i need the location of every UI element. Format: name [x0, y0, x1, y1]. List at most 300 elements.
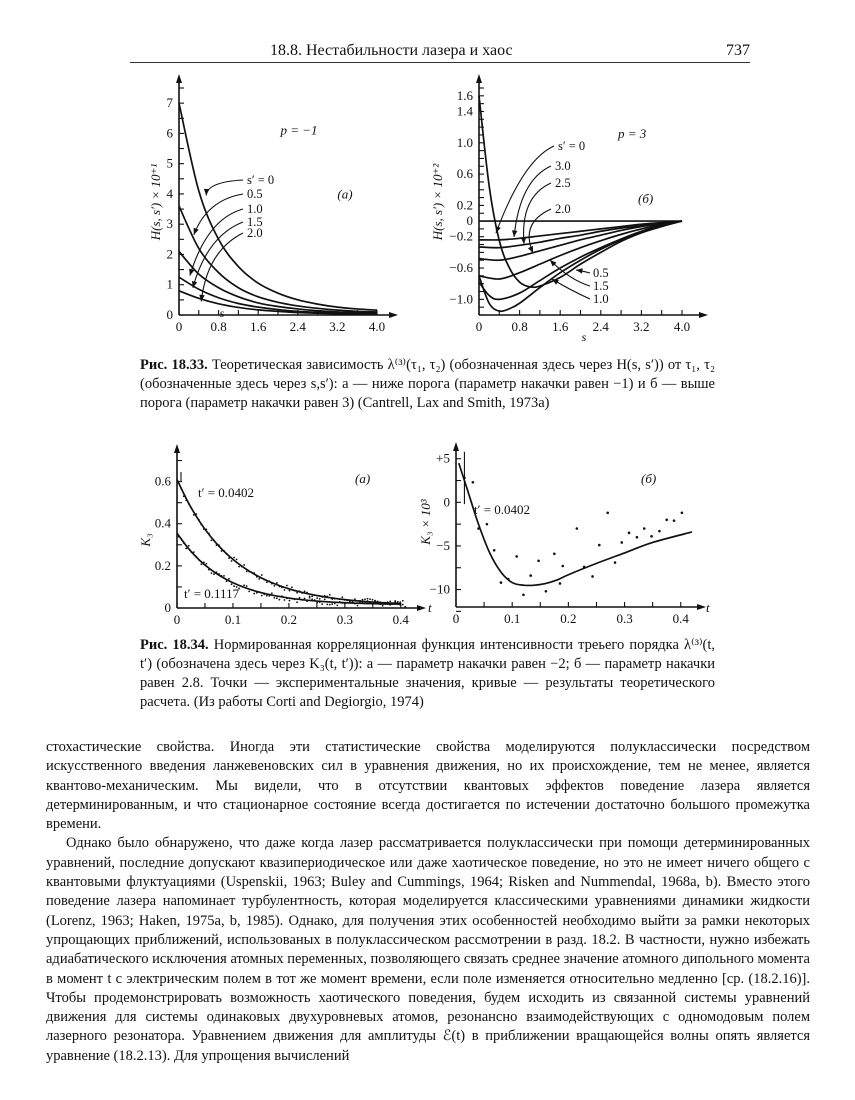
data-point [238, 566, 240, 568]
leader-arrow-head [576, 268, 583, 273]
data-point [319, 598, 321, 600]
data-point [387, 601, 389, 603]
x-tick-label: 3.2 [329, 319, 346, 334]
y-tick-label: 7 [166, 95, 173, 111]
data-point [273, 585, 275, 587]
data-point [636, 536, 639, 539]
data-point [384, 602, 386, 604]
data-point [681, 512, 684, 515]
series-label: 2.0 [555, 202, 571, 216]
data-point [553, 552, 556, 555]
data-point [339, 598, 341, 600]
data-point [344, 603, 346, 605]
data-point [291, 598, 293, 600]
data-point [394, 600, 396, 602]
y-tick-label: 6 [166, 125, 173, 141]
data-point [289, 600, 291, 602]
y-tick-label: 2 [166, 246, 173, 262]
data-point [243, 584, 245, 586]
data-point [243, 564, 245, 566]
data-point [268, 580, 270, 582]
series-label: 1.5 [593, 279, 609, 293]
data-point [354, 603, 356, 605]
data-point [273, 597, 275, 599]
series-label: 1.5 [247, 215, 263, 229]
x-tick-label: 0.3 [616, 611, 633, 626]
data-point [208, 569, 210, 571]
y-tick-label: 0.4 [154, 515, 171, 531]
x-tick-label: 0 [175, 319, 183, 334]
caption-label: Рис. 18.33. [140, 357, 208, 373]
data-point [299, 590, 301, 592]
data-point [334, 598, 336, 600]
data-point [341, 602, 343, 604]
data-point [216, 571, 218, 573]
data-point [379, 603, 381, 605]
data-point [246, 571, 248, 573]
data-point [404, 606, 406, 608]
x-axis-label: s [219, 306, 225, 320]
data-point [241, 566, 243, 568]
data-point [559, 582, 562, 585]
x-tick-label: 0 [173, 612, 181, 627]
leader-arrow-head [204, 189, 209, 196]
leader-arrow [190, 209, 243, 276]
panel-label: (a) [355, 471, 371, 486]
series-label: 3.0 [555, 159, 571, 173]
data-point [628, 532, 631, 535]
data-point [620, 541, 623, 544]
y-axis-arrow [176, 74, 182, 83]
data-point [606, 512, 609, 515]
x-tick-label: 4.0 [368, 319, 386, 334]
y-tick-label: 0 [164, 600, 171, 615]
data-point [256, 592, 258, 594]
data-point [354, 598, 356, 600]
x-tick-label: 0.2 [560, 611, 577, 626]
caption-text: Нормированная корреляционная функция интенсивности треьего порядка λ⁽³⁾(t, t′) (обозначена здесь через K₃(t, t′)): a — параметр накачки равен −2; б — параметр накачки равен 2.8. Точки — экспериментальные значения, кривые — результаты теоретического расчета. (Из работы Corti and Degiorgio, 1974) [140, 637, 716, 710]
data-point [316, 597, 318, 599]
caption-text: Теоретическая зависимость λ⁽³⁾(τ₁, τ₂) (обозначенная здесь через H(s, s′)) от τ₁, τ₂ (обозначенные здесь через s,s′): a — ниже порога (параметр накачки равен −1) и б — выше порога (параметр накачки равен 3) (Cantrell, Lax and Smith, 1973a) [140, 357, 715, 411]
panel-label: (a) [337, 186, 353, 202]
data-point [399, 601, 401, 603]
paragraph: Однако было обнаружено, что даже когда лазер рассматривается полуклассически при помощи детерминированных уравнений, последние допускают квазипериодическое или даже хаотическое поведение, но это не имеет ничего общего с квантовыми флуктуациями (Uspenskii, 1963; Buley and Cummings, 1964; Risken and Nummendal, 1968a, b). Вместо этого поведение лазера напоминает турбулентность, которая моделируется классическими уравнениями динамики жидкости (Lorenz, 1963; Haken, 1975a, b, 1985). Однако, для получения этих особенностей необходимо выйти за рамки некоторых упрощающих приближений, использованых в полуклассическом рассмотрении в разд. 18.2. В частности, нужно избежать адиабатического исключения атомных переменных, позволяющего связать среднее значение атомного дипольного момента в момент t с электрическим полем в тот же момент времени, если поле изменяется относительно медленно [ср. (18.2.16)]. Чтобы продемонстрировать возможность хаотического поведения, будем исходить из связанной системы уравнений движения для системы одинаковых двухуровневых атомов, резонансно взаимодействующих с одномодовым полем лазерного резонатора. Уравнением движения для амплитуды ℰ(t) в приближении вращающейся волны опять является уравнение (18.2.13). Для упрощения вычислений [46, 835, 810, 1064]
data-point [493, 549, 496, 552]
y-tick-label: −5 [436, 537, 450, 553]
data-point [188, 545, 190, 547]
data-point [650, 535, 653, 538]
data-point [326, 595, 328, 597]
y-tick-label: 1.6 [456, 87, 473, 103]
series-label: t′ = 0.1117 [184, 586, 240, 601]
data-point [195, 556, 197, 558]
data-point [341, 596, 343, 598]
leader-arrow-head [512, 230, 517, 237]
x-tick-label: 0 [452, 611, 460, 626]
data-point [321, 603, 323, 605]
data-point [304, 590, 306, 592]
y-tick-label: 0.2 [154, 557, 171, 573]
data-point [402, 604, 404, 606]
data-point [256, 576, 258, 578]
y-axis-label: K₃ [138, 533, 153, 547]
data-point [598, 544, 601, 547]
y-tick-label: 0 [466, 213, 473, 229]
data-point [281, 587, 283, 589]
x-tick-label: 0 [475, 319, 483, 334]
data-point [362, 599, 364, 601]
data-point [339, 601, 341, 603]
data-point [203, 561, 205, 563]
data-point [183, 495, 185, 497]
data-point [486, 523, 489, 526]
y-tick-label: 1 [166, 276, 173, 292]
data-point [324, 598, 326, 600]
series-label: 0.5 [247, 187, 263, 201]
data-point [258, 591, 260, 593]
body-text [46, 738, 810, 1066]
data-point [301, 599, 303, 601]
data-point [251, 571, 253, 573]
data-point [268, 595, 270, 597]
y-tick-label: −0.6 [449, 260, 473, 276]
figure-18-34-caption [140, 636, 715, 712]
panel-label: (б) [641, 471, 657, 486]
data-point [190, 551, 192, 553]
x-tick-label: 2.4 [289, 319, 306, 334]
data-point [329, 604, 331, 606]
data-point [198, 559, 200, 561]
data-point [296, 601, 298, 603]
data-point [263, 579, 265, 581]
data-point [211, 539, 213, 541]
data-point [329, 594, 331, 596]
data-point [362, 601, 364, 603]
caption-label: Рис. 18.34. [140, 637, 209, 653]
data-point [221, 575, 223, 577]
data-point [304, 598, 306, 600]
data-point [183, 542, 185, 544]
data-point [402, 600, 404, 602]
y-axis-label: H(s, s′) × 10⁺² [430, 163, 445, 241]
data-point [289, 590, 291, 592]
y-tick-label: 1.4 [456, 103, 473, 119]
data-point [372, 599, 374, 601]
leader-arrow [201, 233, 243, 301]
y-tick-label: −10 [429, 581, 450, 597]
data-point [228, 578, 230, 580]
data-point [246, 585, 248, 587]
data-point [349, 599, 351, 601]
data-point [263, 593, 265, 595]
data-point [364, 603, 366, 605]
data-point [529, 574, 532, 577]
data-point [665, 518, 668, 521]
data-point [188, 503, 190, 505]
data-point [211, 572, 213, 574]
data-point [382, 603, 384, 605]
data-point [213, 573, 215, 575]
data-point [311, 595, 313, 597]
data-point [614, 561, 617, 564]
data-point [294, 598, 296, 600]
x-tick-label: 0.1 [224, 612, 242, 627]
data-point [205, 528, 207, 530]
data-point [248, 590, 250, 592]
data-point [314, 599, 316, 601]
x-tick-label: 0.8 [210, 319, 227, 334]
x-tick-label: 0.3 [336, 612, 353, 627]
data-point [658, 530, 661, 533]
y-tick-label: 0.6 [154, 473, 171, 489]
data-point [193, 514, 195, 516]
x-tick-label: 2.4 [592, 319, 609, 334]
data-point [231, 583, 233, 585]
data-point [266, 581, 268, 583]
data-point [331, 598, 333, 600]
data-point [291, 586, 293, 588]
y-tick-label: +5 [436, 450, 450, 466]
data-point [258, 578, 260, 580]
data-point [248, 571, 250, 573]
annotation: t′ = 0.0402 [474, 502, 531, 517]
data-point [472, 481, 475, 484]
data-point [205, 563, 207, 565]
data-point [218, 573, 220, 575]
data-point [369, 598, 371, 600]
data-point [326, 604, 328, 606]
data-point [309, 597, 311, 599]
x-tick-label: 0.1 [504, 611, 521, 626]
data-point [178, 536, 180, 538]
data-point [233, 557, 235, 559]
data-point [241, 585, 243, 587]
data-point [251, 589, 253, 591]
data-point [231, 560, 233, 562]
chart-18-33-b [400, 87, 710, 350]
data-point [223, 575, 225, 577]
data-point [286, 585, 288, 587]
data-point [324, 595, 326, 597]
x-tick-label: 1.6 [552, 319, 569, 334]
data-point [276, 597, 278, 599]
data-point [507, 578, 510, 581]
y-axis-label: H(s, s′) × 10⁺¹ [148, 163, 163, 241]
annotation: p = 3 [618, 126, 647, 141]
y-tick-label: −0.2 [449, 228, 473, 244]
data-point [379, 601, 381, 603]
data-point [397, 602, 399, 604]
series-label: 1.0 [247, 202, 263, 216]
data-point [346, 602, 348, 604]
chart-18-34-b [420, 450, 720, 630]
chart-18-33-a [130, 90, 420, 350]
panel-label: (б) [638, 191, 654, 206]
data-point [253, 593, 255, 595]
data-point [306, 600, 308, 602]
data-point [284, 599, 286, 601]
section-title: 18.8. Нестабильности лазера и хаос [270, 42, 513, 59]
y-tick-label: −1.0 [449, 291, 473, 307]
data-point [195, 513, 197, 515]
data-point [301, 592, 303, 594]
data-point [276, 582, 278, 584]
data-point [319, 601, 321, 603]
data-point [583, 566, 586, 569]
data-point [576, 527, 579, 530]
data-point [185, 499, 187, 501]
data-point [331, 603, 333, 605]
data-point [316, 602, 318, 604]
data-point [198, 519, 200, 521]
data-point [296, 592, 298, 594]
x-tick-label: 1.6 [250, 319, 267, 334]
x-axis-label: t [428, 600, 432, 615]
x-tick-label: 0.2 [280, 612, 298, 627]
data-point [392, 603, 394, 605]
data-point [208, 533, 210, 535]
leader-arrow-head [194, 228, 199, 235]
data-point [213, 540, 215, 542]
data-point [334, 603, 336, 605]
data-point [221, 550, 223, 552]
data-point [218, 544, 220, 546]
data-point [522, 593, 525, 596]
y-tick-label: 0.2 [456, 197, 473, 213]
series-label: 0.5 [593, 266, 609, 280]
y-axis-arrow [174, 444, 180, 453]
y-axis-label: K₃ × 10³ [418, 499, 433, 545]
data-point [352, 602, 354, 604]
data-point [185, 548, 187, 550]
series-line [179, 103, 377, 310]
data-point [364, 598, 366, 600]
leader-arrow [206, 180, 243, 195]
data-point [500, 581, 503, 584]
x-tick-label: 0.4 [392, 612, 409, 627]
annotation: p = −1 [280, 122, 318, 138]
y-tick-label: 3 [166, 216, 173, 232]
chart-18-34-a [140, 450, 430, 630]
data-point [286, 597, 288, 599]
data-point [266, 595, 268, 597]
x-axis-arrow [699, 312, 708, 318]
data-point [178, 482, 180, 484]
data-point [236, 558, 238, 560]
data-point [200, 524, 202, 526]
data-point [284, 589, 286, 591]
data-point [216, 544, 218, 546]
data-point [357, 605, 359, 607]
data-point [271, 583, 273, 585]
series-label: s′ = 0 [558, 139, 586, 153]
data-point [281, 595, 283, 597]
series-label: 1.0 [593, 292, 609, 306]
data-point [226, 580, 228, 582]
x-axis-label: t [706, 600, 710, 615]
y-tick-label: 1.0 [456, 134, 473, 150]
y-tick-label: 0 [166, 307, 173, 322]
data-point [344, 599, 346, 601]
data-point [367, 598, 369, 600]
x-axis-label: s [581, 330, 587, 344]
leader-arrow-head [496, 226, 501, 233]
data-point [294, 590, 296, 592]
data-point [200, 563, 202, 565]
series-label: s′ = 0 [247, 173, 275, 187]
data-point [228, 557, 230, 559]
x-tick-label: 4.0 [673, 319, 691, 334]
data-point [278, 599, 280, 601]
data-point [389, 601, 391, 603]
data-point [382, 605, 384, 607]
x-tick-label: 0.4 [672, 611, 689, 626]
data-point [311, 598, 313, 600]
series-line [179, 206, 377, 312]
data-point [477, 527, 480, 530]
data-point [299, 597, 301, 599]
data-point [226, 553, 228, 555]
series-label: 2.5 [555, 176, 571, 190]
data-point [180, 538, 182, 540]
data-point [537, 559, 540, 562]
series-label: 2.0 [247, 226, 263, 240]
data-point [193, 551, 195, 553]
y-axis-arrow [453, 442, 459, 451]
paragraph: стохастические свойства. Иногда эти статистические свойства моделируются полуклассически посредством искусственного введения ланжевеновских сил в уравнения движения, но их происхождение, тем не менее, является квантово-механическим. Мы видели, что в отсутствии квантовых эффектов поведение лазера является детерминированным, и что стационарное состояние всегда достигается по истечении достаточно большого промежутка времени. [46, 739, 810, 833]
data-point [190, 507, 192, 509]
y-tick-label: 0 [443, 494, 450, 510]
x-tick-label: 3.2 [633, 319, 650, 334]
data-point [515, 555, 518, 558]
data-point [261, 595, 263, 597]
data-point [374, 600, 376, 602]
y-axis-arrow [476, 74, 482, 83]
data-point [367, 600, 369, 602]
x-axis-arrow [697, 604, 706, 610]
fit-curve [459, 463, 692, 585]
data-point [180, 487, 182, 489]
data-point [306, 592, 308, 594]
data-point [545, 590, 548, 593]
leader-arrow [514, 166, 551, 237]
data-point [271, 592, 273, 594]
data-point [643, 527, 646, 530]
y-tick-label: 5 [166, 155, 173, 171]
y-tick-label: 4 [166, 185, 173, 201]
data-point [372, 603, 374, 605]
data-point [377, 600, 379, 602]
data-point [561, 565, 564, 568]
data-point [673, 519, 676, 522]
figure-18-33-caption [140, 356, 715, 413]
y-tick-label: 0.6 [456, 166, 473, 182]
data-point [336, 598, 338, 600]
data-point [314, 595, 316, 597]
data-point [359, 600, 361, 602]
x-tick-label: 0.8 [511, 319, 528, 334]
data-point [223, 550, 225, 552]
page-number: 737 [726, 42, 750, 59]
data-point [336, 604, 338, 606]
data-point [253, 572, 255, 574]
data-point [321, 596, 323, 598]
x-axis-arrow [389, 312, 398, 318]
data-point [203, 528, 205, 530]
running-header [130, 40, 750, 63]
data-point [261, 574, 263, 576]
series-label: t′ = 0.0402 [198, 485, 255, 500]
